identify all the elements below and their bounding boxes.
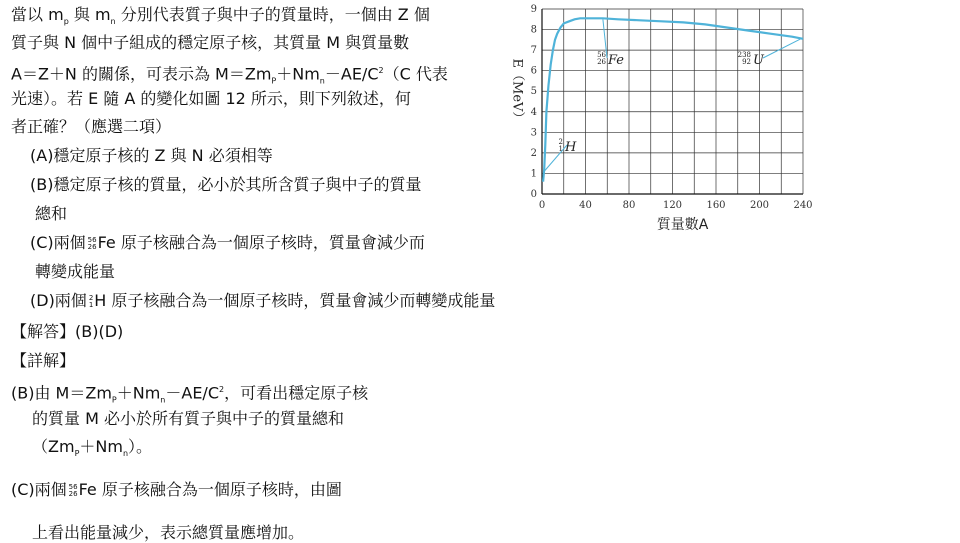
option-b-text: 總和 (35, 204, 68, 223)
question-stem-line-1 (11, 5, 430, 32)
explanation-c-line-1 (11, 480, 342, 500)
explanation-text: (C)兩個 (11, 480, 67, 499)
explanation-text: Fe 原子核融合為一個原子核時，由圖 (78, 480, 342, 499)
y-tick-label: 5 (530, 86, 537, 98)
explanation-text: （Zm (32, 437, 75, 456)
y-tick-label: 3 (530, 127, 537, 139)
explanation-text: 的質量 M 必小於所有質子與中子的質量總和 (32, 409, 344, 428)
h-symbol: H (565, 140, 577, 155)
subscript: P (111, 395, 117, 405)
stem-text: （C 代表 (383, 64, 448, 84)
x-tick-label: 40 (579, 200, 592, 211)
explanation-text: (B)由 M＝Zm (11, 383, 112, 403)
subscript: P (74, 449, 80, 459)
explanation-b-line-2 (32, 409, 344, 429)
stem-text: 者正確？（應選二項） (11, 117, 172, 136)
stem-text: 與 m (68, 5, 111, 24)
answer-line (11, 322, 123, 342)
explanation-c-line-2 (32, 523, 304, 543)
question-stem-line-3 (11, 61, 448, 92)
option-b (30, 175, 421, 195)
x-axis-label: 質量數A (656, 217, 709, 233)
y-tick-label: 8 (530, 24, 537, 36)
option-a (30, 146, 273, 166)
u-mass-number: 238 (737, 51, 751, 59)
option-c-cont (35, 262, 115, 282)
question-stem-line-2 (11, 33, 409, 53)
explanation-text: ＋Nm (79, 437, 123, 456)
fe-atomic-number: 26 (597, 58, 606, 66)
explanation-b-line-1 (11, 380, 368, 411)
stem-text: 光速）。若 E 隨 A 的變化如圖 12 所示，則下列敘述，何 (11, 89, 411, 108)
explanation-text: ＋Nm (116, 383, 161, 403)
y-tick-label: 7 (530, 45, 537, 57)
u-symbol: U (753, 53, 764, 68)
subscript: n (160, 395, 166, 405)
stem-text: 當以 m (11, 5, 64, 24)
explanation-text: ，可看出穩定原子核 (224, 383, 369, 403)
option-c-text: Fe 原子核融合為一個原子核時，質量會減少而 (97, 233, 425, 252)
y-tick-label: 6 (530, 65, 537, 77)
y-tick-label: 4 (530, 106, 537, 118)
y-tick-label: 9 (530, 4, 537, 15)
y-tick-label: 2 (530, 147, 537, 159)
x-tick-label: 160 (706, 200, 726, 211)
h-atomic-number: 1 (558, 145, 563, 153)
subscript: p (63, 17, 69, 27)
option-c-text: (C)兩個 (30, 233, 86, 252)
question-stem-line-5 (11, 117, 171, 137)
question-stem-line-4 (11, 89, 411, 109)
option-c (30, 233, 425, 253)
option-d (30, 291, 495, 311)
x-tick-label: 200 (749, 200, 770, 211)
fe-nuclide-notation (88, 237, 97, 251)
option-d-text: (D)兩個 (30, 291, 87, 310)
binding-energy-curve (543, 18, 803, 181)
option-b-text: (B)穩定原子核的質量，必小於其所含質子與中子的質量 (30, 175, 422, 194)
atomic-number: 26 (68, 489, 78, 498)
explanation-b-line-3 (32, 437, 152, 464)
y-axis-label: E（MeV） (509, 58, 525, 125)
superscript: 2 (219, 385, 225, 394)
y-tick-label: 0 (530, 189, 537, 200)
fe-symbol: Fe (608, 53, 625, 68)
atomic-number: 1 (88, 300, 94, 309)
answer-text: 【解答】(B)(D) (11, 322, 124, 341)
explanation-label (11, 351, 75, 371)
stem-text: －AE/C (324, 64, 379, 84)
atomic-number: 26 (87, 242, 97, 251)
superscript: 2 (378, 66, 384, 75)
mass-number: 56 (87, 235, 97, 244)
binding-energy-chart (505, 0, 815, 240)
fe-mass-number: 56 (597, 51, 606, 59)
mass-number: 2 (88, 293, 94, 302)
subscript: n (110, 17, 116, 27)
stem-text: 質子與 N 個中子組成的穩定原子核，其質量 M 與質量數 (11, 33, 410, 52)
option-a-text: (A)穩定原子核的 Z 與 N 必須相等 (30, 146, 273, 165)
subscript: n (319, 76, 325, 86)
stem-text: 分別代表質子與中子的質量時，一個由 Z 個 (115, 5, 430, 24)
stem-text: ＋Nm (276, 64, 320, 84)
option-d-text: H 原子核融合為一個原子核時，質量會減少而轉變成能量 (94, 291, 496, 310)
h-mass-number: 2 (558, 138, 563, 146)
h-nuclide-notation (89, 295, 93, 309)
x-tick-label: 120 (662, 200, 683, 211)
x-tick-label: 0 (538, 200, 546, 211)
subscript: n (122, 449, 129, 459)
option-b-cont (35, 204, 67, 224)
fe-nuclide-notation (69, 484, 78, 498)
explanation-text: 上看出能量減少，表示總質量應增加。 (32, 523, 305, 542)
option-c-text: 轉變成能量 (35, 262, 116, 281)
u-atomic-number: 92 (742, 58, 751, 66)
mass-number: 56 (68, 482, 78, 491)
x-tick-label: 240 (793, 200, 813, 211)
u-leader-line (763, 39, 801, 58)
y-tick-label: 1 (530, 168, 537, 180)
explanation-label-text: 【詳解】 (11, 351, 76, 370)
x-tick-label: 80 (622, 200, 636, 211)
stem-text: A＝Z＋N 的關係，可表示為 M＝Zm (11, 64, 272, 84)
explanation-text: ）。 (128, 437, 153, 456)
subscript: P (271, 76, 277, 86)
explanation-text: －AE/C (165, 383, 219, 403)
